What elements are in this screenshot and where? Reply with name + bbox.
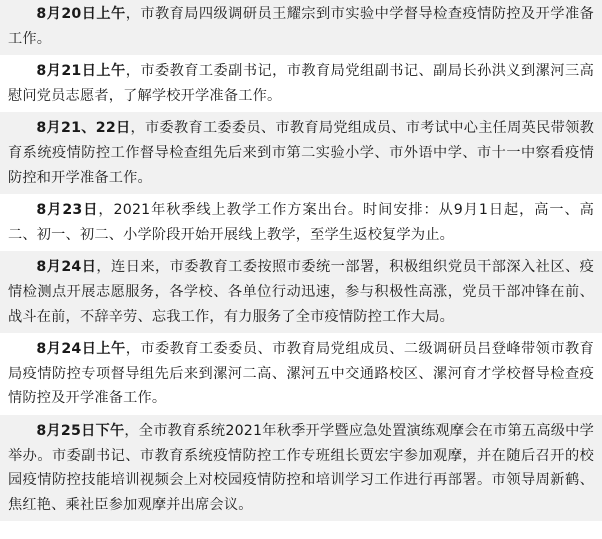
entry-text: ，2021年秋季线上教学工作方案出台。时间安排：从9月1日起，高一、高二、初一、初二、小学阶段开始开展线上教学，至学生返校复学为止。 — [8, 202, 594, 243]
entry-date: 8月21、22日 — [36, 120, 131, 137]
entry-date: 8月21日上午 — [36, 63, 126, 80]
entry-text: ，全市教育系统2021年秋季开学暨应急处置演练观摩会在市第五高级中学举办。市委副书记、市教育系统疫情防控工作专班组长贾宏宇参加观摩，并在随后召开的校园疫情防控技能培训视频会上对校园疫情防控和培训学习工作进行再部署。市领导周新鹤、焦红艳、乘社臣参加观摩并出席会议。 — [8, 422, 594, 513]
entry-aug21-22 — [0, 112, 602, 194]
entry-date: 8月23日 — [36, 202, 99, 219]
entry-text: ，市委教育工委副书记，市教育局党组副书记、副局长孙洪义到漯河三高慰问党员志愿者，了解学校开学准备工作。 — [8, 63, 594, 104]
entry-text: ，市教育局四级调研员王耀宗到市实验中学督导检查疫情防控及开学准备工作。 — [8, 6, 594, 47]
entry-date: 8月20日上午 — [36, 6, 126, 22]
entry-aug21-morning — [0, 55, 602, 112]
entry-aug25-afternoon — [0, 415, 602, 521]
entry-date: 8月24日上午 — [36, 341, 126, 358]
entry-aug23 — [0, 194, 602, 251]
entry-aug20-morning — [0, 0, 602, 55]
entry-aug24 — [0, 251, 602, 333]
entry-aug24-morning — [0, 333, 602, 415]
entry-text: ，连日来，市委教育工委按照市委统一部署，积极组织党员干部深入社区、疫情检测点开展志愿服务，各学校、各单位行动迅速，参与积极性高涨，党员干部冲锋在前、战斗在前，不辞辛劳、忘我工作，有力服务了全市疫情防控工作大局。 — [8, 259, 594, 325]
entry-date: 8月24日 — [36, 259, 97, 276]
entry-date: 8月25日下午 — [36, 422, 125, 439]
entry-text: ，市委教育工委委员、市教育局党组成员、市考试中心主任周英民带领教育系统疫情防控工作督导检查组先后来到市第二实验小学、市外语中学、市十一中察看疫情防控和开学准备工作。 — [8, 120, 594, 186]
entry-text: ，市委教育工委委员、市教育局党组成员、二级调研员吕登峰带领市教育局疫情防控专项督导组先后来到漯河二高、漯河五中交通路校区、漯河育才学校督导检查疫情防控及开学准备工作。 — [8, 341, 594, 407]
